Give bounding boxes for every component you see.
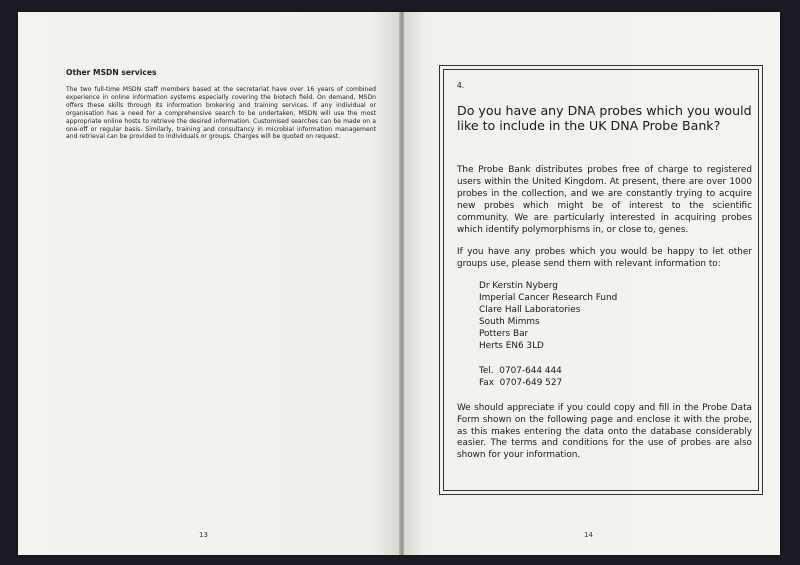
address-organisation: Imperial Cancer Research Fund (479, 293, 618, 304)
notice-frame-inner (443, 69, 759, 491)
telephone-number: Tel. 0707-644 444 (479, 365, 562, 376)
address-laboratory: Clare Hall Laboratories (479, 305, 581, 316)
msdn-services-section (66, 68, 376, 141)
right-page (404, 12, 780, 555)
paragraph-send-probes: If you have any probes which you would be happy to let other groups use, please send them with relevant information to: (457, 246, 752, 269)
left-page (18, 12, 400, 555)
section-heading: Other MSDN services (66, 68, 157, 77)
page-number: 14 (584, 531, 593, 539)
fax-number: Fax 0707-649 527 (479, 377, 563, 388)
address-locality: South Mimms (479, 317, 540, 328)
booklet-spread (18, 12, 780, 555)
page-number: 13 (199, 531, 208, 539)
notice-frame (439, 65, 763, 495)
section-body: The two full-time MSDN staff members based at the secretariat have over 16 years of combined experience in online information systems especially covering the biotech field. On demand, MSDn offers these skills through its information brokering and training services. If any individual or organisation has a need for a comprehensive search to be undertaken, MSDN will use the most appropriate online hosts to retrieve the desired information. Customised searches can be made on a one-off or regular basis. Similarly, training and consultancy in microbial information management and retrieval can be provided to individuals or groups. Charges will be quoted on request. (66, 86, 376, 141)
address-postcode: Herts EN6 3LD (479, 340, 544, 351)
notice-content (457, 81, 752, 472)
address-name: Dr Kerstin Nyberg (479, 281, 558, 292)
address-town: Potters Bar (479, 329, 529, 340)
notice-question: Do you have any DNA probes which you would like to include in the UK DNA Probe Bank? (457, 103, 752, 133)
paragraph-probe-bank: The Probe Bank distributes probes free of charge to registered users within the United Kingdom. At present, there are over 1000 probes in the collection, and we are constantly trying to acquire new probes which might be of interest to the scientific community. We are particularly interested in acquiring probes which identify polymorphisms in, or close to, genes. (457, 165, 752, 235)
section-number: 4. (457, 81, 465, 90)
contact-numbers (479, 366, 752, 390)
postal-address (479, 281, 752, 352)
paragraph-data-form: We should appreciate if you could copy and fill in the Probe Data Form shown on the following page and enclose it with the probe, as this makes entering the data onto the database considerably easier. The terms and conditions for the use of probes are also shown for your information. (457, 402, 752, 461)
